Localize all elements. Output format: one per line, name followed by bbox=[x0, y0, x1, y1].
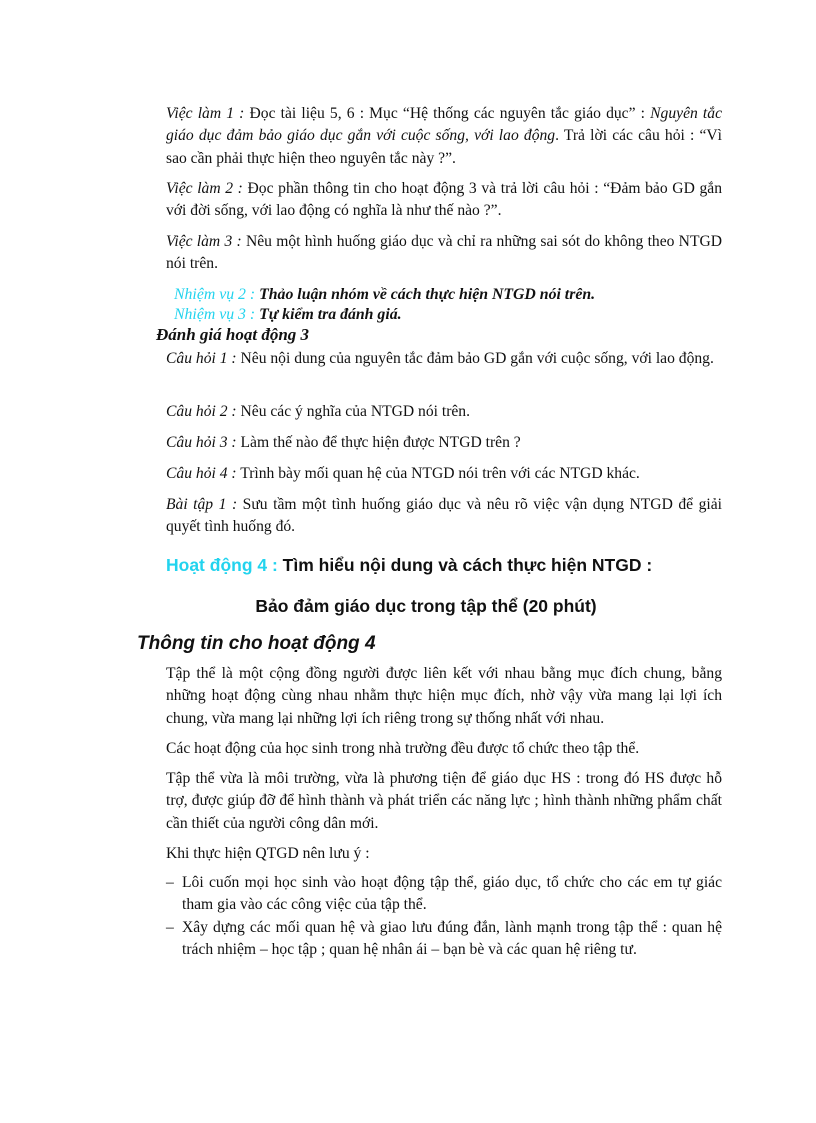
nhiem-vu-3 bbox=[174, 305, 402, 325]
viec-lam-3 bbox=[166, 231, 722, 276]
thong-tin-heading: Thông tin cho hoạt động 4 bbox=[137, 633, 376, 654]
bai-tap-1 bbox=[166, 494, 722, 539]
viec-lam-1-label: Việc làm 1 : bbox=[166, 105, 245, 122]
question-text: Nêu các ý nghĩa của NTGD nói trên. bbox=[236, 403, 470, 420]
hoat-dong-4-heading bbox=[166, 555, 726, 576]
hoat-dong-4-label: Hoạt động 4 : bbox=[166, 555, 278, 575]
bullet-dash: – bbox=[166, 874, 174, 891]
viec-lam-3-text: Nêu một hình huống giáo dục và chỉ ra những sai sót do không theo NTGD nói trên. bbox=[166, 233, 722, 273]
question-text: Nêu nội dung của nguyên tắc đảm bảo GD gắn với cuộc sống, với lao động. bbox=[236, 350, 714, 367]
nhiem-vu-2-text: Thảo luận nhóm về cách thực hiện NTGD nói trên. bbox=[255, 286, 596, 303]
question-4 bbox=[166, 463, 722, 485]
viec-lam-1-text-a: Đọc tài liệu 5, 6 : Mục “Hệ thống các nguyên tắc giáo dục” : bbox=[244, 105, 651, 122]
question-3 bbox=[166, 432, 722, 454]
bullet-dash: – bbox=[166, 919, 174, 936]
nhiem-vu-2-label: Nhiệm vụ 2 : bbox=[174, 286, 256, 303]
question-text: Làm thế nào để thực hiện được NTGD trên ? bbox=[236, 434, 521, 451]
viec-lam-1-text-b: . Trả lời các câu hỏi : “Vì sao cần phải thực hiện theo nguyên tắc này ?”. bbox=[166, 127, 723, 167]
danh-gia-heading: Đánh giá hoạt động 3 bbox=[156, 325, 310, 344]
question-label: Câu hỏi 1 : bbox=[166, 350, 237, 367]
hoat-dong-4-title: Tìm hiểu nội dung và cách thực hiện NTGD : bbox=[277, 555, 653, 575]
bullet-text: Xây dựng các mối quan hệ và giao lưu đúng đắn, lành mạnh trong tập thể : quan hệ trách nhiệm – học tập ; quan hệ nhân ái – bạn bè và các quan hệ riêng tư. bbox=[182, 919, 722, 959]
info-paragraph-4: Khi thực hiện QTGD nên lưu ý : bbox=[166, 845, 370, 862]
question-2 bbox=[166, 401, 722, 423]
question-label: Câu hỏi 4 : bbox=[166, 465, 237, 482]
question-label: Câu hỏi 3 : bbox=[166, 434, 237, 451]
bullet-item-2 bbox=[166, 917, 722, 962]
viec-lam-2 bbox=[166, 178, 722, 223]
viec-lam-3-label: Việc làm 3 : bbox=[166, 233, 242, 250]
bullet-text: Lôi cuốn mọi học sinh vào hoạt động tập thể, giáo dục, tổ chức cho các em tự giác tham gia vào các công việc của tập thể. bbox=[182, 874, 722, 914]
hoat-dong-4-subtitle: Bảo đảm giáo dục trong tập thể (20 phút) bbox=[255, 596, 597, 616]
info-paragraph-1: Tập thể là một cộng đồng người được liên kết với nhau bằng mục đích chung, bằng những hoạt động cùng nhau nhằm thực hiện mục đích, nhờ vậy vừa mang lại lợi ích chung, vừa mang lại những lợi ích riêng trong sự thống nhất với nhau. bbox=[166, 665, 722, 727]
viec-lam-1-emphasis: Nguyên tắc giáo dục đảm bảo giáo dục gắn với cuộc sống, với lao động bbox=[166, 105, 722, 145]
viec-lam-2-text: Đọc phần thông tin cho hoạt động 3 và trả lời câu hỏi : “Đảm bảo GD gắn với đời sống, với lao động có nghĩa là như thế nào ?”. bbox=[166, 180, 722, 220]
bullet-item-1 bbox=[166, 872, 722, 917]
viec-lam-1 bbox=[166, 103, 722, 170]
info-paragraph-2: Các hoạt động của học sinh trong nhà trường đều được tổ chức theo tập thể. bbox=[166, 740, 640, 757]
nhiem-vu-2 bbox=[174, 285, 595, 305]
question-text: Trình bày mối quan hệ của NTGD nói trên với các NTGD khác. bbox=[236, 465, 640, 482]
exercise-text: Sưu tầm một tình huống giáo dục và nêu rõ việc vận dụng NTGD để giải quyết tình huống đó. bbox=[166, 496, 722, 536]
nhiem-vu-3-label: Nhiệm vụ 3 : bbox=[174, 306, 256, 323]
info-paragraph-3: Tập thể vừa là môi trường, vừa là phương tiện để giáo dục HS : trong đó HS được hỗ trợ, được giúp đỡ để hình thành và phát triển các năng lực ; hình thành những phẩm chất cần thiết của người công dân mới. bbox=[166, 770, 722, 832]
nhiem-vu-3-text: Tự kiểm tra đánh giá. bbox=[255, 306, 402, 323]
question-1 bbox=[166, 348, 722, 370]
exercise-label: Bài tập 1 : bbox=[166, 496, 238, 513]
question-label: Câu hỏi 2 : bbox=[166, 403, 237, 420]
viec-lam-2-label: Việc làm 2 : bbox=[166, 180, 243, 197]
